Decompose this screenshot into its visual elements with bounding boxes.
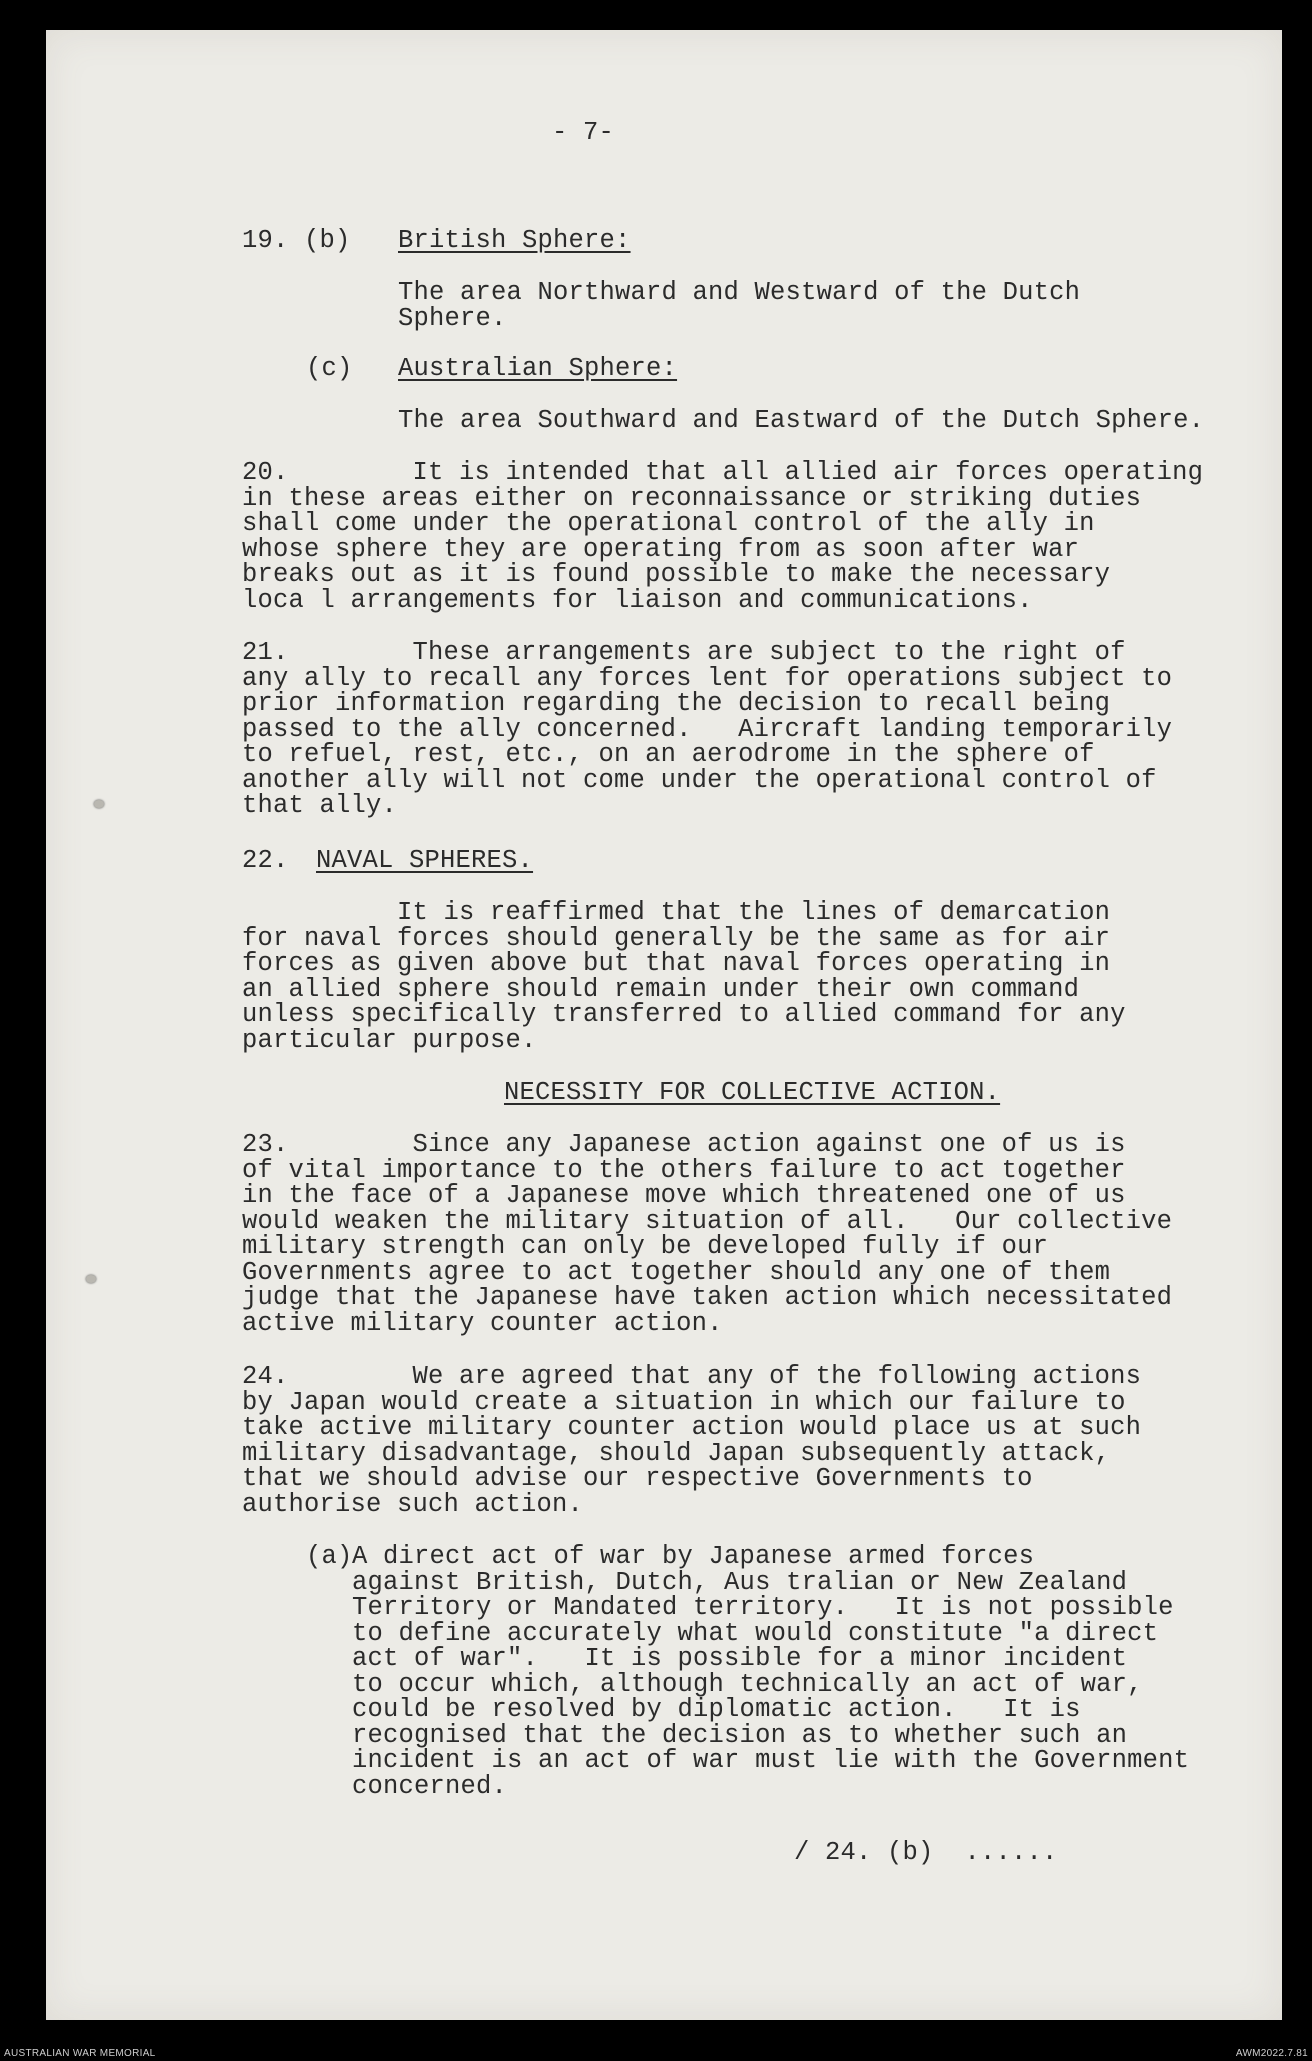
para-21-line: to refuel, rest, etc., on an aerodrome in the sphere of [242, 740, 1095, 769]
para-24a-line: A direct act of war by Japanese armed forces [352, 1542, 1035, 1571]
para-23-line: active military counter action. [242, 1309, 723, 1338]
para-24a-line: act of war". It is possible for a minor incident [352, 1644, 1128, 1673]
page-number: - 7- [552, 118, 615, 147]
para-21-line: 21. These arrangements are subject to the right of [242, 638, 1126, 667]
continuation-marker: / 24. (b) ...... [794, 1838, 1058, 1867]
para-23-line: would weaken the military situation of all. Our collective [242, 1207, 1173, 1236]
para-24-line: by Japan would create a situation in which our failure to [242, 1388, 1126, 1417]
para-20-line: loca l arrangements for liaison and communications. [242, 586, 1033, 615]
punch-hole [94, 800, 104, 808]
para-24-line: 24. We are agreed that any of the following actions [242, 1362, 1142, 1391]
footer-institution: AUSTRALIAN WAR MEMORIAL [4, 2048, 156, 2059]
para-19b-line: Sphere. [398, 304, 507, 333]
para-24a-line: to occur which, although technically an act of war, [352, 1670, 1143, 1699]
naval-spheres-heading: NAVAL SPHERES. [316, 846, 534, 875]
para-24a-line: against British, Dutch, Aus tralian or New Zealand [352, 1568, 1128, 1597]
british-sphere-heading: British Sphere: [398, 226, 631, 255]
para-21-line: another ally will not come under the operational control of [242, 766, 1157, 795]
para-24-line: that we should advise our respective Governments to [242, 1464, 1033, 1493]
para-21-line: prior information regarding the decision to recall being [242, 689, 1111, 718]
para-24-line: military disadvantage, should Japan subsequently attack, [242, 1439, 1111, 1468]
australian-sphere-heading: Australian Sphere: [398, 354, 678, 383]
para-24a-line: concerned. [352, 1772, 508, 1801]
para-24a-label: (a) [306, 1542, 353, 1571]
para-20-line: 20. It is intended that all allied air forces operating [242, 458, 1204, 487]
punch-hole [86, 1275, 96, 1283]
para-24a-line: incident is an act of war must lie with the Government [352, 1746, 1190, 1775]
para-23-line: 23. Since any Japanese action against one of us is [242, 1130, 1126, 1159]
para-20-line: shall come under the operational control of the ally in [242, 509, 1095, 538]
para-22-line: for naval forces should generally be the same as for air [242, 924, 1111, 953]
para-24-line: take active military counter action would place us at such [242, 1413, 1142, 1442]
para-23-line: in the face of a Japanese move which threatened one of us [242, 1181, 1126, 1210]
para-22-line: forces as given above but that naval forces operating in [242, 949, 1111, 978]
para-20-line: breaks out as it is found possible to make the necessary [242, 560, 1111, 589]
para-22-line: an allied sphere should remain under their own command [242, 975, 1080, 1004]
para-20-line: whose sphere they are operating from as soon after war [242, 535, 1080, 564]
para-24a-line: could be resolved by diplomatic action. It is [352, 1695, 1081, 1724]
para-21-line: passed to the ally concerned. Aircraft landing temporarily [242, 715, 1173, 744]
para-22-line: unless specifically transferred to allied command for any [242, 1000, 1126, 1029]
para-19b-line: The area Northward and Westward of the Dutch [398, 278, 1081, 307]
para-24a-line: Territory or Mandated territory. It is not possible [352, 1593, 1174, 1622]
para-21-line: that ally. [242, 791, 398, 820]
section-heading: NECESSITY FOR COLLECTIVE ACTION. [504, 1078, 1001, 1107]
para-24-line: authorise such action. [242, 1490, 584, 1519]
para-20-line: in these areas either on reconnaissance or striking duties [242, 484, 1142, 513]
para-24a-line: recognised that the decision as to whether such an [352, 1721, 1128, 1750]
para-19c-label: (c) [306, 354, 353, 383]
para-19c-line: The area Southward and Eastward of the Dutch Sphere. [398, 406, 1205, 435]
para-23-line: Governments agree to act together should any one of them [242, 1258, 1111, 1287]
para-22-line: It is reaffirmed that the lines of demarcation [242, 898, 1111, 927]
para-19b-label: 19. (b) [242, 226, 351, 255]
document-page [46, 30, 1282, 2020]
footer-reference: AWM2022.7.81 [1235, 2048, 1308, 2059]
para-21-line: any ally to recall any forces lent for operations subject to [242, 664, 1173, 693]
para-22-label: 22. [242, 846, 289, 875]
para-23-line: military strength can only be developed fully if our [242, 1232, 1049, 1261]
para-22-line: particular purpose. [242, 1026, 537, 1055]
para-23-line: of vital importance to the others failure to act together [242, 1156, 1126, 1185]
para-24a-line: to define accurately what would constitute "a direct [352, 1619, 1159, 1648]
para-23-line: judge that the Japanese have taken action which necessitated [242, 1283, 1173, 1312]
